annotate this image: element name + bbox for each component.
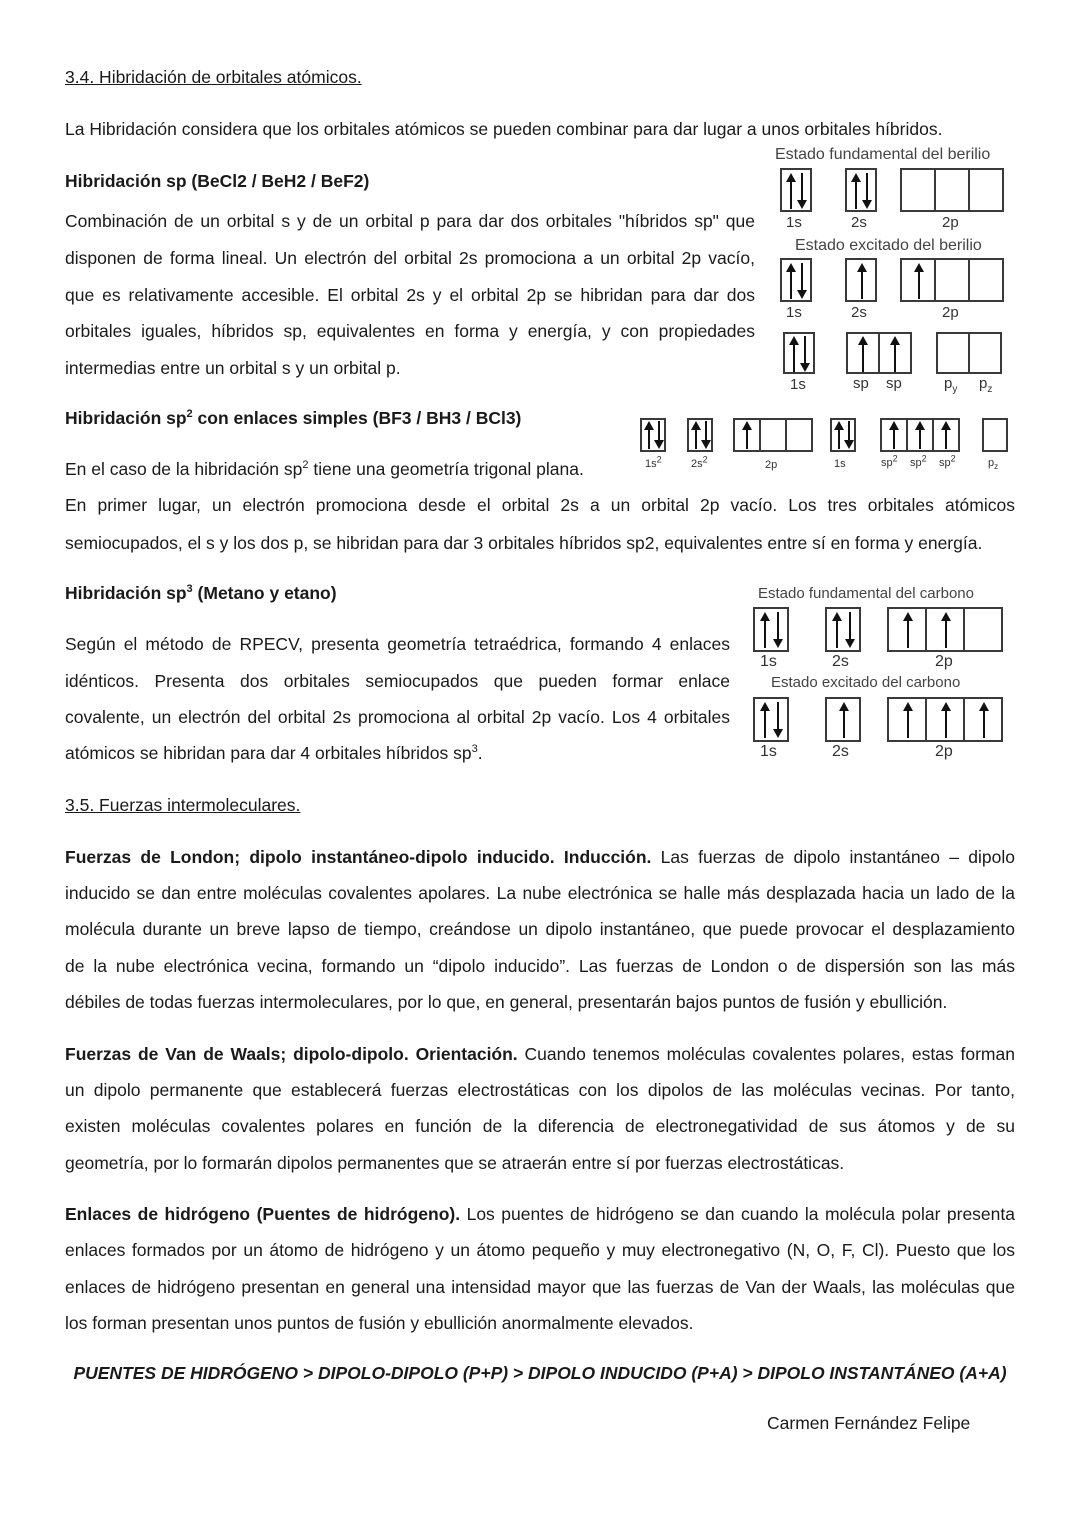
electron-up-icon xyxy=(903,702,913,738)
label-pz: $p_z$ xyxy=(979,375,993,395)
orbital-box-2p xyxy=(934,258,970,302)
sp2-line: En primer lugar, un electrón promociona desde el orbital 2s a un orbital 2p vacío. Los tres orbitales atómicos xyxy=(65,495,1015,515)
electron-up-icon xyxy=(832,612,842,648)
london-line: Fuerzas de London; dipolo instantáneo-dipolo inducido. Inducción. Las fuerzas de dipolo instantáneo – dipolo xyxy=(65,847,1015,867)
label-2s: 2s xyxy=(851,304,867,321)
london-line: molécula durante un breve lapso de tiempo, creándose un dipolo instantáneo, que puede provocar el desplazamiento xyxy=(65,919,1015,939)
orbital-box-sp xyxy=(846,332,880,374)
electron-up-icon xyxy=(903,612,913,648)
label-2s: 2s xyxy=(851,214,867,231)
orbital-box-2p xyxy=(887,697,927,742)
label-1s: 1s xyxy=(760,743,777,760)
vdw-line: Fuerzas de Van de Waals; dipolo-dipolo. Orientación. Cuando tenemos moléculas covalentes polares, estas forman xyxy=(65,1044,1015,1064)
label-1s: 1s xyxy=(790,376,806,393)
orbital-box-2p xyxy=(963,697,1003,742)
orbital-box-sp2 xyxy=(906,418,934,452)
electron-up-icon xyxy=(858,336,868,372)
label-2p: 2p xyxy=(935,653,953,670)
electron-up-icon xyxy=(914,263,924,299)
orbital-box-2p xyxy=(900,258,936,302)
sp-line: orbitales iguales, híbridos sp, equivalentes en forma y energía, y con propiedades xyxy=(65,321,755,341)
electron-down-icon xyxy=(797,173,807,209)
electron-down-icon xyxy=(862,173,872,209)
orbital-box-2s xyxy=(845,258,877,302)
orbital-box-py xyxy=(936,332,970,374)
orbital-box-1s xyxy=(753,607,789,652)
london-line: de la nube electrónica vecina, formando un “dipolo inducido”. Las fuerzas de London o de dispersión son las más xyxy=(65,956,1015,976)
orbital-box-2p xyxy=(934,168,970,212)
orbital-box-2p xyxy=(785,418,813,452)
orbital-box-2p xyxy=(925,607,965,652)
orbital-box-sp xyxy=(878,332,912,374)
orbital-box-2s xyxy=(687,418,713,452)
orbital-box-2p xyxy=(925,697,965,742)
sp3-line: covalente, un electrón del orbital 2s promociona al orbital 2p vacío. Los 4 orbitales xyxy=(65,707,730,727)
electron-up-icon xyxy=(760,612,770,648)
sp3-title: Hibridación $sp^3$ (Metano y etano) xyxy=(65,583,337,603)
orbital-box-2p xyxy=(733,418,761,452)
caption-c-fundamental: Estado fundamental del carbono xyxy=(758,585,974,602)
hb-line: los forman presentan unos puntos de fusión y ebullición anormalmente elevados. xyxy=(65,1313,694,1333)
sp3-line: atómicos se hibridan para dar 4 orbitales híbridos $sp^3$. xyxy=(65,743,483,763)
electron-up-icon xyxy=(691,421,701,449)
sp2-line: En el caso de la hibridación $sp^2$ tiene una geometría trigonal plana. xyxy=(65,459,584,479)
label-1s2: $1s^2$ xyxy=(645,454,662,470)
orbital-box-sp2 xyxy=(880,418,908,452)
caption-be-excited: Estado excitado del berilio xyxy=(795,237,982,254)
label-1s: 1s xyxy=(834,458,846,470)
orbital-box-sp2 xyxy=(932,418,960,452)
section-heading-3-5: 3.5. Fuerzas intermoleculares. xyxy=(65,795,301,815)
orbital-box-pz xyxy=(968,332,1002,374)
sp2-line: semiocupados, el s y los dos p, se hibridan para dar 3 orbitales híbridos sp2, equivalentes entre sí en forma y energía. xyxy=(65,533,983,553)
electron-up-icon xyxy=(644,421,654,449)
electron-up-icon xyxy=(834,421,844,449)
label-2s: 2s xyxy=(832,653,849,670)
electron-up-icon xyxy=(742,421,752,449)
sp-line: disponen de forma lineal. Un electrón del orbital 2s promociona a un orbital 2p vacío, xyxy=(65,248,755,268)
label-pz: $p_z$ xyxy=(988,457,999,472)
label-2s2: $2s^2$ xyxy=(691,454,708,470)
sp-line: intermedias entre un orbital s y un orbital p. xyxy=(65,358,401,378)
caption-c-excited: Estado excitado del carbono xyxy=(771,674,961,691)
electron-up-icon xyxy=(786,173,796,209)
intro-paragraph: La Hibridación considera que los orbitales atómicos se pueden combinar para dar lugar a unos orbitales híbridos. xyxy=(65,119,943,139)
label-sp: sp xyxy=(853,375,869,392)
electron-up-icon xyxy=(941,702,951,738)
orbital-box-1s xyxy=(640,418,666,452)
electron-up-icon xyxy=(857,263,867,299)
label-2p: 2p xyxy=(935,743,953,760)
label-sp: sp xyxy=(886,375,902,392)
hb-line: Enlaces de hidrógeno (Puentes de hidrógeno). Los puentes de hidrógeno se dan cuando la molécula polar presenta xyxy=(65,1204,1015,1224)
electron-down-icon xyxy=(800,336,810,372)
label-1s: 1s xyxy=(786,304,802,321)
author-signature: Carmen Fernández Felipe xyxy=(767,1413,971,1433)
orbital-box-2p xyxy=(968,168,1004,212)
electron-up-icon xyxy=(890,336,900,372)
orbital-box-pz xyxy=(982,418,1008,452)
section-heading-3-4: 3.4. Hibridación de orbitales atómicos. xyxy=(65,67,362,87)
hb-line: enlaces de hidrógeno presentan en general una intensidad mayor que las fuerzas de Van der Waals, las moléculas que xyxy=(65,1277,1015,1297)
london-line: débiles de todas fuerzas intermoleculares, por lo que, en general, presentarán bajos puntos de fusión y ebullición. xyxy=(65,992,948,1012)
orbital-box-1s xyxy=(780,168,812,212)
label-2p: 2p xyxy=(765,459,778,471)
sp3-line: idénticos. Presenta dos orbitales semiocupados que pueden formar enlace xyxy=(65,671,730,691)
electron-up-icon xyxy=(915,421,925,449)
orbital-box-1s xyxy=(783,332,815,374)
vdw-line: existen moléculas covalentes polares en función de la diferencia de electronegatividad de sus átomos y de su xyxy=(65,1116,1015,1136)
electron-up-icon xyxy=(789,336,799,372)
sp3-line: Según el método de RPECV, presenta geometría tetraédrica, formando 4 enlaces xyxy=(65,634,730,654)
orbital-box-2p xyxy=(963,607,1003,652)
electron-up-icon xyxy=(941,612,951,648)
sp-title: Hibridación sp (BeCl2 / BeH2 / BeF2) xyxy=(65,171,370,191)
electron-down-icon xyxy=(773,612,783,648)
label-py: $p_y$ xyxy=(944,375,958,395)
label-2p: 2p xyxy=(942,304,959,321)
electron-down-icon xyxy=(797,263,807,299)
label-1s: 1s xyxy=(786,214,802,231)
london-line: inducido se dan entre moléculas covalentes apolares. La nube electrónica se halle más desplazada hacia un lado de la xyxy=(65,883,1015,903)
orbital-box-1s xyxy=(780,258,812,302)
orbital-box-2p xyxy=(759,418,787,452)
electron-up-icon xyxy=(851,173,861,209)
orbital-box-1s xyxy=(830,418,856,452)
electron-down-icon xyxy=(845,612,855,648)
label-2s: 2s xyxy=(832,743,849,760)
orbital-box-2p xyxy=(900,168,936,212)
electron-down-icon xyxy=(844,421,854,449)
orbital-box-2p xyxy=(887,607,927,652)
orbital-box-2p xyxy=(968,258,1004,302)
orbital-box-1s xyxy=(753,697,789,742)
electron-down-icon xyxy=(654,421,664,449)
sp-line: que es relativamente accesible. El orbital 2s y el orbital 2p se hibridan para dar dos xyxy=(65,285,755,305)
label-sp2: $sp^2$ xyxy=(939,453,956,469)
vdw-line: un dipolo permanente que establecerá fuerzas electrostáticas con los dipolos de las moléculas vecinas. Por tanto, xyxy=(65,1080,1015,1100)
hb-line: enlaces formados por un átomo de hidrógeno y un átomo pequeño y muy electronegativo (N, O, F, Cl). Puesto que los xyxy=(65,1240,1015,1260)
orbital-box-2s xyxy=(845,168,877,212)
label-sp2: $sp^2$ xyxy=(881,453,898,469)
electron-down-icon xyxy=(773,702,783,738)
sp-line: Combinación de un orbital s y de un orbital p para dar dos orbitales "híbridos sp" que xyxy=(65,211,755,231)
orbital-box-2s xyxy=(825,697,861,742)
electron-up-icon xyxy=(786,263,796,299)
label-1s: 1s xyxy=(760,653,777,670)
strength-order-conclusion: PUENTES DE HIDRÓGENO > DIPOLO-DIPOLO (P+P) > DIPOLO INDUCIDO (P+A) > DIPOLO INSTANTÁNEO (A+A) xyxy=(73,1363,1007,1383)
vdw-line: geometría, por lo formarán dipolos permanentes que se atraerán entre sí por fuerzas electrostáticas. xyxy=(65,1153,845,1173)
electron-up-icon xyxy=(760,702,770,738)
label-2p: 2p xyxy=(942,214,959,231)
electron-down-icon xyxy=(701,421,711,449)
orbital-box-2s xyxy=(825,607,861,652)
caption-be-fundamental: Estado fundamental del berilio xyxy=(775,146,991,163)
electron-up-icon xyxy=(889,421,899,449)
electron-up-icon xyxy=(979,702,989,738)
electron-up-icon xyxy=(941,421,951,449)
label-sp2: $sp^2$ xyxy=(910,453,927,469)
electron-up-icon xyxy=(839,702,849,738)
sp2-title: Hibridación $sp^2$ con enlaces simples (BF3 / BH3 / BCl3) xyxy=(65,408,522,428)
